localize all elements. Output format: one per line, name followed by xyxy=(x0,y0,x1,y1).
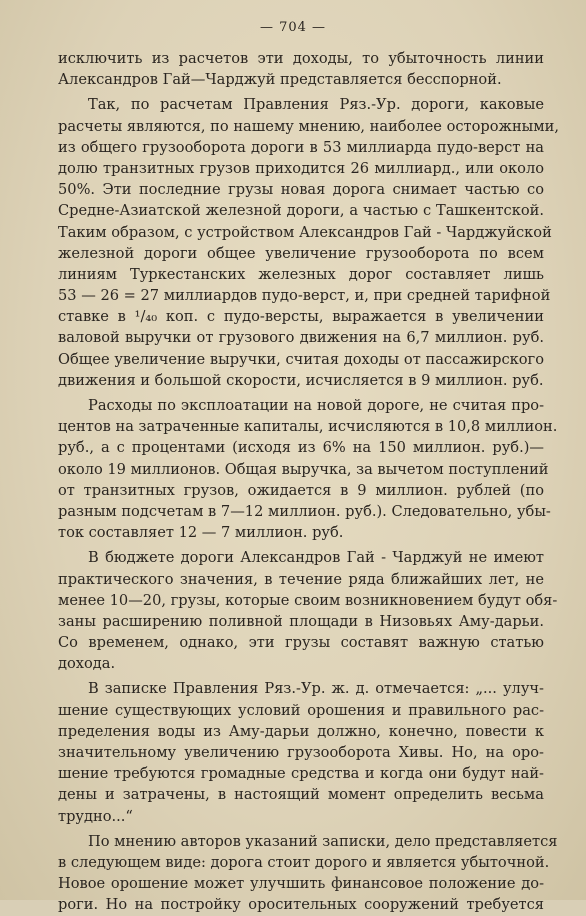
paragraph xyxy=(58,678,544,826)
text-line: Общее увеличение выручки, считая доходы от пассажирского xyxy=(58,350,544,368)
text-line: Расходы по эксплоатации на новой дороге, не считая про- xyxy=(88,397,544,414)
text-line: исключить из расчетов эти доходы, то убыточность линии xyxy=(58,50,544,67)
paragraph xyxy=(58,831,558,916)
text-line: трудно...“ xyxy=(58,807,133,825)
text-line: валовой выручки от грузового движения на 6,7 миллион. руб. xyxy=(58,329,544,347)
text-line: Новое орошение может улучшить финансовое положение до- xyxy=(58,875,544,893)
paragraph xyxy=(58,48,544,90)
text-line: долю транзитных грузов приходится 26 миллиард., или около xyxy=(58,159,544,177)
text-line: 53 — 26 = 27 миллиардов пудо-верст, и, при средней тарифной xyxy=(58,287,551,305)
text-line: Таким образом, с устройством Александров Гай - Чарджуйской xyxy=(58,223,552,241)
text-line: Со временем, однако, эти грузы составят важную статью xyxy=(58,634,544,652)
text-line: руб., а с процентами (исходя из 6% на 150 миллион. руб.)— xyxy=(58,439,544,457)
page-number: — 704 — xyxy=(259,20,327,35)
text-line: Так, по расчетам Правления Ряз.-Ур. дороги, каковые xyxy=(88,96,544,114)
text-line: железной дороги общее увеличение грузооборота по всем xyxy=(58,244,544,262)
text-line: заны расширению поливной площади в Низовьях Аму-дарьи. xyxy=(58,612,544,630)
text-line: разным подсчетам в 7—12 миллион. руб.). Следовательно, убы- xyxy=(58,502,551,520)
text-line: из общего грузооборота дороги в 53 миллиарда пудо-верст на xyxy=(58,138,544,156)
text-line: линиям Туркестанских железных дорог составляет лишь xyxy=(58,265,544,283)
text-line: роги. Но на постройку оросительных сооружений требуется xyxy=(58,896,544,914)
page-text xyxy=(58,48,560,916)
text-line: от транзитных грузов, ожидается в 9 миллион. рублей (по xyxy=(58,481,544,499)
text-line: По мнению авторов указаний записки, дело представляется xyxy=(88,832,558,850)
text-line: Средне-Азиатской железной дороги, а частью с Ташкентской. xyxy=(58,202,544,220)
text-line: в следующем виде: дорога стоит дорого и является убыточной. xyxy=(58,853,550,871)
text-line: В записке Правления Ряз.-Ур. ж. д. отмечается: „... улуч- xyxy=(88,680,544,698)
text-line: дены и затрачены, в настоящий момент определить весьма xyxy=(58,786,544,804)
text-line: шение требуются громадные средства и когда они будут най- xyxy=(58,765,544,783)
text-line: практического значения, в течение ряда ближайших лет, не xyxy=(58,570,544,588)
text-line: менее 10—20, грузы, которые своим возникновением будут обя- xyxy=(58,591,558,609)
text-line: ток составляет 12 — 7 миллион. руб. xyxy=(58,524,344,542)
paragraph xyxy=(58,547,558,674)
text-line: шение существующих условий орошения и правильного рас- xyxy=(58,701,544,719)
text-line: центов на затраченные капиталы, исчисляются в 10,8 миллион. xyxy=(58,418,558,436)
text-line: пределения воды из Аму-дарьи должно, конечно, повести к xyxy=(58,722,544,740)
text-line: значительному увеличению грузооборота Хивы. Но, на оро- xyxy=(58,744,544,761)
text-line: движения и большой скорости, исчисляется в 9 миллион. руб. xyxy=(58,371,544,389)
text-line: Александров Гай—Чарджуй представляется бесспорной. xyxy=(58,71,502,89)
paragraph xyxy=(58,94,560,391)
text-line: ставке в ¹/₄₀ коп. с пудо-версты, выражается в увеличении xyxy=(58,308,544,326)
text-line: В бюджете дороги Александров Гай - Чарджуй не имеют xyxy=(88,549,544,567)
text-line: 50%. Эти последние грузы новая дорога снимает частью со xyxy=(58,181,544,199)
text-line: дохода. xyxy=(58,655,116,673)
text-line: около 19 миллионов. Общая выручка, за вычетом поступлений xyxy=(58,460,549,478)
text-line: расчеты являются, по нашему мнению, наиболее осторожными, xyxy=(58,117,560,135)
paragraph xyxy=(58,395,558,543)
